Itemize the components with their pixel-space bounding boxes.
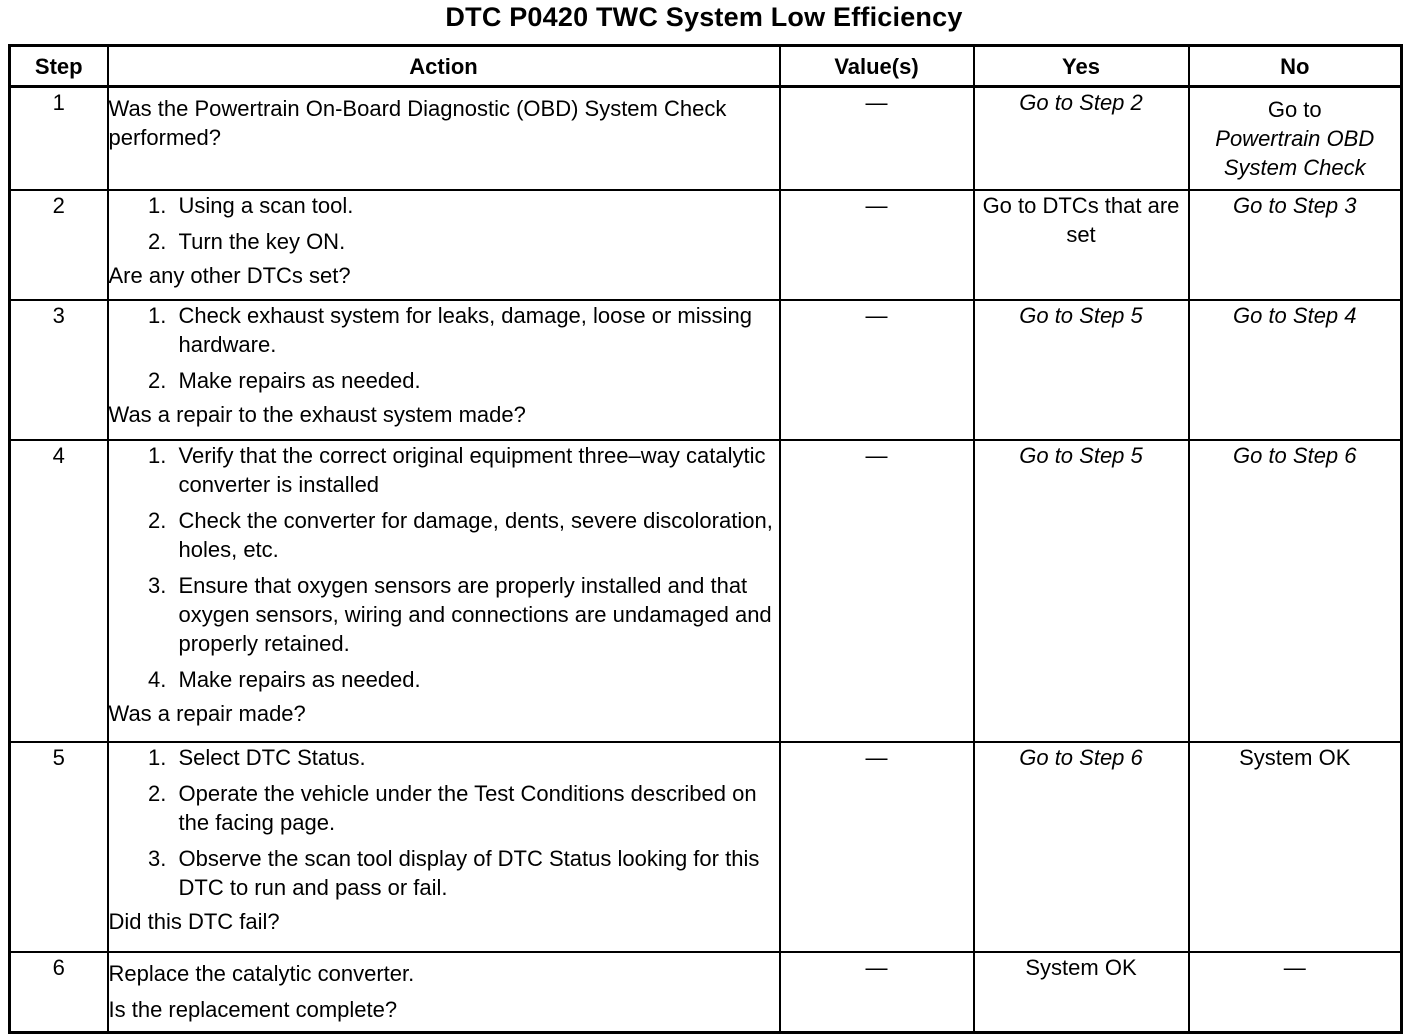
no-cell: — — [1189, 952, 1402, 1033]
step-number: 5 — [10, 742, 108, 952]
action-question: Did this DTC fail? — [108, 909, 280, 934]
table-row — [10, 190, 1402, 300]
value-cell: — — [780, 440, 974, 742]
action-question: Was a repair to the exhaust system made? — [108, 402, 526, 427]
header-yes: Yes — [974, 46, 1189, 87]
yes-cell: Go to Step 6 — [974, 742, 1189, 952]
page-title: DTC P0420 TWC System Low Efficiency — [445, 2, 963, 32]
action-text: Replace the catalytic converter. — [108, 961, 415, 986]
step-number: 2 — [10, 190, 108, 300]
action-item: 2. Check the converter for damage, dents, severe discoloration, holes, etc. — [173, 506, 779, 564]
action-question: Is the replacement complete? — [108, 997, 398, 1022]
action-cell — [108, 87, 780, 191]
value-cell: — — [780, 190, 974, 300]
action-text: Was the Powertrain On-Board Diagnostic (OBD) System Check performed? — [108, 96, 727, 150]
header-row — [10, 46, 1402, 87]
no-cell: System OK — [1189, 742, 1402, 952]
header-action: Action — [108, 46, 780, 87]
action-item: 3. Observe the scan tool display of DTC Status looking for this DTC to run and pass or fail. — [173, 844, 779, 902]
header-values: Value(s) — [780, 46, 974, 87]
no-cell: Go to Step 6 — [1189, 440, 1402, 742]
no-cell: Go to Step 4 — [1189, 300, 1402, 440]
action-item: 2. Operate the vehicle under the Test Conditions described on the facing page. — [173, 779, 779, 837]
step-number: 3 — [10, 300, 108, 440]
table-row — [10, 742, 1402, 952]
value-cell: — — [780, 300, 974, 440]
no-prefix: Go to — [1267, 97, 1322, 122]
yes-cell: Go to Step 5 — [974, 440, 1189, 742]
diagnostic-table — [8, 44, 1403, 1034]
action-cell — [108, 300, 780, 440]
value-cell: — — [780, 952, 974, 1033]
table-row — [10, 440, 1402, 742]
no-cell — [1189, 87, 1402, 191]
action-item: 3. Ensure that oxygen sensors are properly installed and that oxygen sensors, wiring and connections are undamaged and properly retained. — [173, 571, 779, 658]
step-number: 6 — [10, 952, 108, 1033]
action-item: 1. Check exhaust system for leaks, damage, loose or missing hardware. — [173, 301, 779, 359]
action-item: 4. Make repairs as needed. — [173, 665, 779, 694]
action-item: 1. Using a scan tool. — [173, 191, 779, 220]
action-cell — [108, 952, 780, 1033]
step-number: 4 — [10, 440, 108, 742]
value-cell: — — [780, 87, 974, 191]
table-row — [10, 952, 1402, 1033]
action-cell — [108, 742, 780, 952]
action-item: 1. Verify that the correct original equipment three–way catalytic converter is installed — [173, 441, 779, 499]
header-no: No — [1189, 46, 1402, 87]
value-cell: — — [780, 742, 974, 952]
table-row — [10, 300, 1402, 440]
action-question: Was a repair made? — [108, 701, 306, 726]
header-step: Step — [10, 46, 108, 87]
no-link: Powertrain OBD System Check — [1215, 126, 1375, 180]
yes-cell: Go to Step 5 — [974, 300, 1189, 440]
yes-cell: Go to Step 2 — [974, 87, 1189, 191]
action-cell — [108, 440, 780, 742]
no-cell: Go to Step 3 — [1189, 190, 1402, 300]
action-item: 2. Make repairs as needed. — [173, 366, 779, 395]
step-number: 1 — [10, 87, 108, 191]
action-item: 1. Select DTC Status. — [173, 743, 779, 772]
action-cell — [108, 190, 780, 300]
yes-cell: System OK — [974, 952, 1189, 1033]
table-row — [10, 87, 1402, 191]
action-item: 2. Turn the key ON. — [173, 227, 779, 256]
action-question: Are any other DTCs set? — [108, 263, 351, 288]
yes-cell: Go to DTCs that are set — [974, 190, 1189, 300]
